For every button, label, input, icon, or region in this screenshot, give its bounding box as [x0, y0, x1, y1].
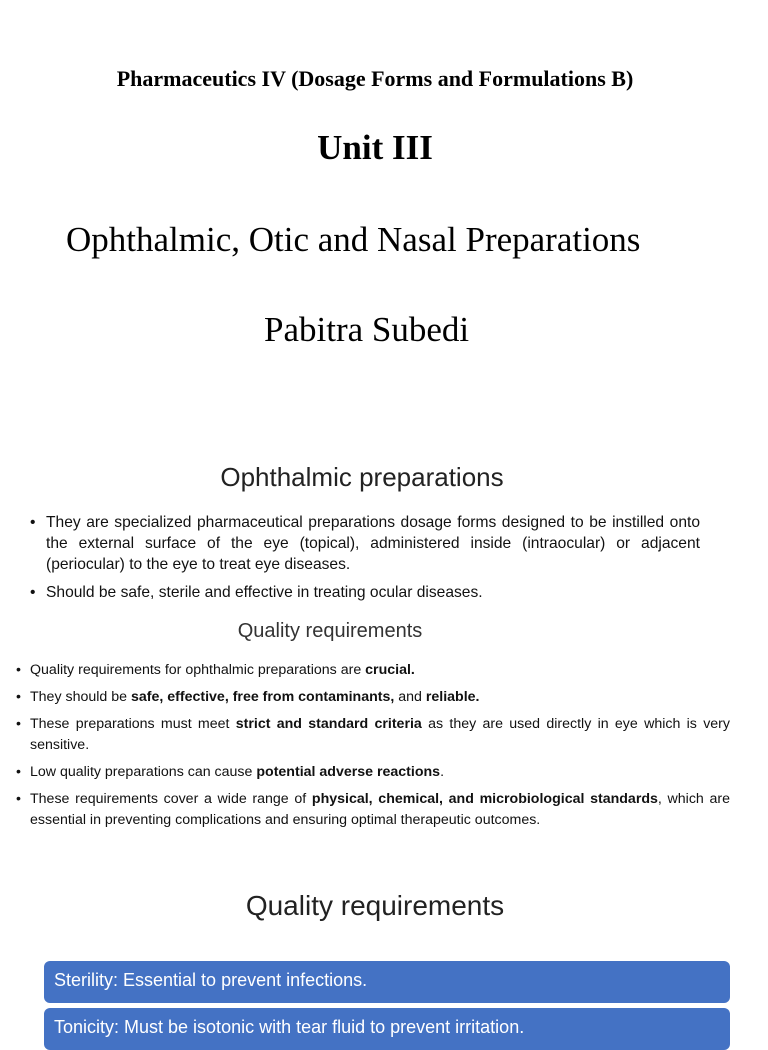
section-heading: Quality requirements: [245, 890, 505, 921]
list-item-emphasis: strict and standard criteria: [235, 716, 422, 732]
author-name: Pabitra Subedi: [264, 310, 470, 349]
topic-title: Ophthalmic, Otic and Nasal Preparations: [66, 220, 641, 259]
list-item-emphasis: safe, effective, free from contaminants,: [130, 689, 395, 705]
course-title: Pharmaceutics IV (Dosage Forms and Formulations B): [116, 66, 634, 91]
list-item-text: .: [440, 764, 445, 780]
list-item-text: They should be: [30, 689, 131, 705]
list-item: [14, 687, 730, 708]
tonicity-box: Tonicity: Must be isotonic with tear fluid to prevent irritation.: [44, 1008, 730, 1050]
list-item-text: These preparations must meet: [30, 716, 236, 732]
list-item-emphasis: potential adverse reactions: [256, 764, 441, 780]
list-item-text: as they are used directly in eye which is very sensitive.: [30, 716, 730, 753]
list-item-text: , which are essential in preventing complications and ensuring optimal therapeutic outcomes.: [30, 791, 730, 828]
list-item-text: Quality requirements for ophthalmic preparations are: [30, 662, 366, 678]
list-item: [14, 789, 730, 831]
list-item: [14, 714, 730, 756]
list-item-text: These requirements cover a wide range of: [30, 791, 312, 807]
unit-title: Unit III: [317, 128, 433, 167]
list-item: • They are specialized pharmaceutical preparations dosage forms designed to be instilled onto the external surface of the eye (topical), administered inside (intraocular) or adjacent (periocular) to the eye to treat eye diseases.: [30, 512, 700, 575]
bullet-list: [14, 660, 730, 837]
list-item: [14, 660, 730, 681]
section-heading: Ophthalmic preparations: [220, 462, 504, 492]
list-item: [14, 762, 730, 783]
bullet-list: [30, 512, 700, 610]
sterility-box: Sterility: Essential to prevent infections.: [44, 961, 730, 1003]
list-item-text: Low quality preparations can cause: [30, 764, 257, 780]
list-item-emphasis: physical, chemical, and microbiological standards: [311, 791, 658, 807]
section-heading: Quality requirements: [237, 620, 423, 642]
list-item: • Should be safe, sterile and effective in treating ocular diseases.: [30, 582, 700, 603]
list-item-text: and: [394, 689, 426, 705]
list-item-emphasis: crucial.: [365, 662, 415, 678]
list-item-emphasis: reliable.: [425, 689, 480, 705]
